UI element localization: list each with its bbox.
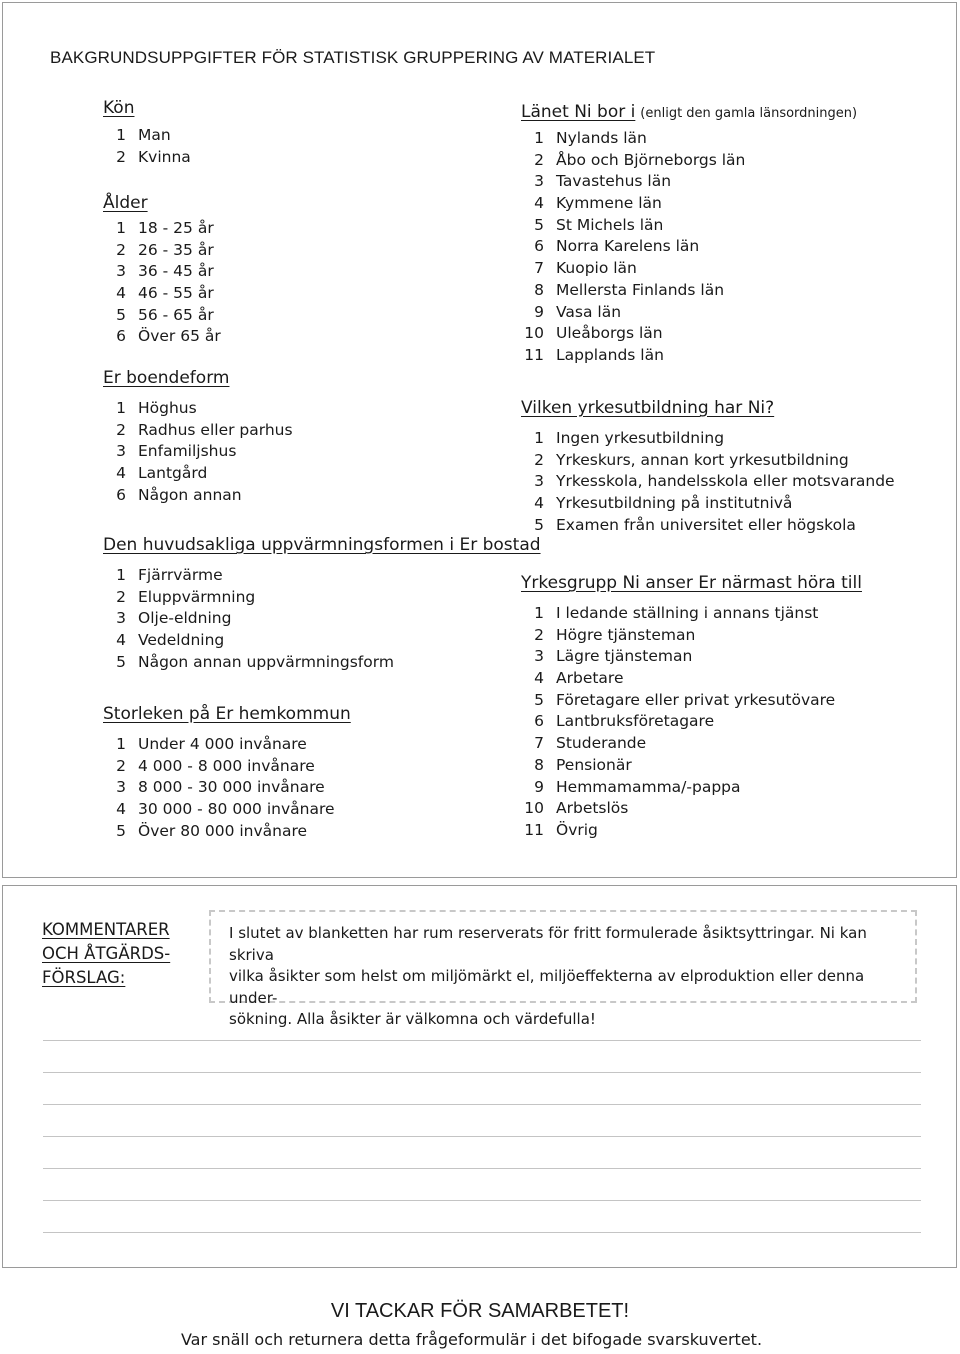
option-label: Över 80 000 invånare [138, 821, 308, 840]
option-item[interactable] [103, 283, 221, 305]
section-gender [103, 98, 191, 168]
option-label: Kuopio län [556, 259, 637, 278]
option-label: Lägre tjänsteman [556, 647, 693, 666]
option-number: 4 [116, 464, 126, 483]
section-heading-heating: Den huvudsakliga uppvärmningsformen i Er bostad [103, 535, 541, 555]
option-number: 4 [534, 669, 544, 688]
option-item[interactable] [521, 798, 862, 820]
option-number: 2 [116, 587, 126, 606]
option-number: 3 [534, 172, 544, 191]
comments-label-line: FÖRSLAG: [42, 968, 126, 987]
option-label: 26 - 35 år [138, 240, 214, 259]
option-label: Arbetslös [556, 799, 629, 818]
option-item[interactable] [521, 493, 895, 515]
option-label: Yrkesskola, handelsskola eller motsvarande [556, 472, 895, 491]
option-label: Arbetare [556, 669, 624, 688]
return-instruction: Var snäll och returnera detta frågeformulär i det bifogade svarskuvertet. [180, 1330, 763, 1349]
option-item[interactable] [521, 280, 857, 302]
option-item[interactable] [103, 218, 221, 240]
option-label: Studerande [556, 734, 647, 753]
option-item[interactable] [103, 261, 221, 283]
section-occupation [521, 573, 862, 842]
option-item[interactable] [521, 668, 862, 690]
option-label: Högre tjänsteman [556, 625, 696, 644]
option-item[interactable] [521, 755, 862, 777]
option-number: 1 [116, 566, 126, 584]
option-item[interactable] [521, 323, 857, 345]
comments-label-line: KOMMENTARER [42, 920, 170, 939]
option-label: 36 - 45 år [138, 262, 214, 281]
comments-text-line: sökning. Alla åsikter är välkomna och värdefulla! [229, 1010, 596, 1028]
section-heading-note: (enligt den gamla länsordningen) [640, 106, 858, 121]
option-item[interactable] [521, 345, 857, 367]
option-number: 5 [116, 305, 126, 324]
option-number: 1 [116, 735, 126, 753]
option-item[interactable] [521, 450, 895, 472]
option-number: 3 [116, 442, 126, 461]
option-number: 9 [534, 302, 544, 321]
option-label: Examen från universitet eller högskola [556, 515, 856, 534]
option-number: 6 [116, 327, 126, 346]
option-label: Lantgård [138, 464, 208, 483]
option-list [103, 565, 541, 673]
option-label: Olje-eldning [138, 609, 232, 628]
option-item[interactable] [103, 420, 293, 442]
option-number: 2 [534, 625, 544, 644]
option-number: 8 [534, 755, 544, 774]
section-vocational-training [521, 398, 895, 536]
option-label: 8 000 - 30 000 invånare [138, 778, 325, 797]
comments-text-line: I slutet av blanketten har rum reserverats för fritt formulerade åsiktsyttringar. Ni kan skriva [229, 924, 867, 964]
option-number: 3 [116, 778, 126, 797]
option-label: Nylands län [556, 129, 647, 147]
option-label: Pensionär [556, 755, 632, 774]
section-municipality [103, 704, 351, 842]
option-item[interactable] [521, 150, 857, 172]
option-label: Mellersta Finlands län [556, 280, 725, 299]
option-number: 9 [534, 777, 544, 796]
option-item[interactable] [103, 777, 351, 799]
option-label: Kvinna [138, 147, 191, 166]
option-item[interactable] [521, 471, 895, 493]
option-item[interactable] [521, 258, 857, 280]
option-label: Någon annan uppvärmningsform [138, 652, 394, 671]
option-item[interactable] [521, 711, 862, 733]
comment-write-line[interactable] [43, 1136, 921, 1137]
option-number: 3 [534, 647, 544, 666]
option-number: 4 [116, 800, 126, 819]
option-number: 10 [524, 324, 544, 343]
section-heating [103, 535, 541, 673]
option-label: Lantbruksföretagare [556, 712, 715, 731]
option-number: 7 [534, 259, 544, 278]
option-label: Eluppvärmning [138, 587, 256, 606]
option-item[interactable] [103, 630, 541, 652]
comments-text-line: vilka åsikter som helst om miljömärkt el, miljöeffekterna av elproduktion eller denna under- [229, 967, 865, 1007]
option-number: 3 [116, 609, 126, 628]
option-label: St Michels län [556, 215, 664, 234]
option-item[interactable] [103, 756, 351, 778]
option-number: 4 [116, 631, 126, 650]
option-label: 56 - 65 år [138, 305, 214, 324]
option-item[interactable] [521, 193, 857, 215]
option-number: 5 [534, 215, 544, 234]
section-heading-age: Ålder [103, 193, 148, 213]
comments-label-line: OCH ÅTGÄRDS- [42, 944, 171, 963]
option-label: 46 - 55 år [138, 284, 214, 303]
comment-write-line[interactable] [43, 1168, 921, 1169]
option-number: 1 [534, 129, 544, 147]
section-heading-occupation: Yrkesgrupp Ni anser Er närmast höra till [521, 573, 862, 593]
option-number: 3 [534, 472, 544, 491]
option-number: 6 [116, 485, 126, 504]
thanks-text: VI TACKAR FÖR SAMARBETET! [330, 1300, 630, 1322]
option-item[interactable] [521, 733, 862, 755]
option-label: Höghus [138, 399, 197, 417]
option-label: Vedeldning [138, 631, 225, 650]
option-list [103, 218, 221, 348]
section-heading-county: Länet Ni bor i [521, 102, 636, 122]
option-number: 7 [534, 734, 544, 753]
option-label: Övrig [556, 820, 598, 839]
option-item[interactable] [103, 305, 221, 327]
option-number: 2 [534, 450, 544, 469]
option-item[interactable] [103, 441, 293, 463]
option-item[interactable] [521, 603, 862, 625]
comment-write-line[interactable] [43, 1200, 921, 1201]
option-item[interactable] [521, 236, 857, 258]
comments-label [42, 918, 170, 990]
option-label: Enfamiljshus [138, 442, 237, 461]
option-label: Över 65 år [138, 327, 221, 346]
option-label: Åbo och Björneborgs län [556, 150, 746, 169]
option-number: 1 [534, 429, 544, 447]
option-number: 6 [534, 237, 544, 256]
option-number: 5 [116, 821, 126, 840]
option-label: 30 000 - 80 000 invånare [138, 800, 335, 819]
option-label: Företagare eller privat yrkesutövare [556, 690, 836, 709]
option-item[interactable] [521, 820, 862, 842]
option-item[interactable] [103, 734, 351, 756]
option-item[interactable] [521, 690, 862, 712]
page-title: BAKGRUNDSUPPGIFTER FÖR STATISTISK GRUPPERING AV MATERIALET [50, 48, 656, 67]
option-label: Vasa län [556, 302, 622, 321]
option-number: 4 [534, 194, 544, 213]
option-number: 1 [534, 604, 544, 622]
section-heading-housing: Er boendeform [103, 368, 230, 388]
option-number: 5 [534, 690, 544, 709]
option-item[interactable] [103, 587, 541, 609]
option-number: 5 [116, 652, 126, 671]
option-label: Tavastehus län [556, 172, 672, 191]
option-item[interactable] [521, 777, 862, 799]
option-number: 1 [116, 399, 126, 417]
option-number: 10 [524, 799, 544, 818]
option-number: 1 [116, 126, 126, 144]
option-label: I ledande ställning i annans tjänst [556, 604, 819, 622]
option-number: 2 [116, 420, 126, 439]
section-heading-vocational-training: Vilken yrkesutbildning har Ni? [521, 398, 775, 418]
option-number: 2 [116, 240, 126, 259]
option-list [103, 398, 293, 506]
option-item[interactable] [103, 485, 293, 507]
option-number: 4 [534, 494, 544, 513]
option-label: Fjärrvärme [138, 566, 223, 584]
section-heading-gender: Kön [103, 98, 135, 118]
option-label: Någon annan [138, 485, 242, 504]
option-label: Under 4 000 invånare [138, 735, 307, 753]
option-item[interactable] [103, 240, 221, 262]
option-item[interactable] [521, 625, 862, 647]
section-age [103, 193, 221, 348]
comment-write-line[interactable] [43, 1040, 921, 1041]
option-label: Hemmamamma/-pappa [556, 777, 741, 796]
option-label: Man [138, 126, 171, 144]
option-list [521, 428, 895, 536]
option-list [521, 128, 857, 367]
option-label: Norra Karelens län [556, 237, 700, 256]
option-label: Kymmene län [556, 194, 662, 213]
comment-write-line[interactable] [43, 1104, 921, 1105]
option-number: 11 [524, 820, 544, 839]
option-item[interactable] [521, 215, 857, 237]
section-county [521, 102, 857, 367]
option-item[interactable] [103, 821, 351, 843]
option-number: 6 [534, 712, 544, 731]
option-number: 4 [116, 284, 126, 303]
comment-write-line[interactable] [43, 1072, 921, 1073]
option-number: 8 [534, 280, 544, 299]
comments-instructions [229, 923, 899, 1031]
option-item[interactable] [103, 652, 541, 674]
option-item[interactable] [521, 171, 857, 193]
option-item[interactable] [103, 125, 191, 147]
option-item[interactable] [103, 463, 293, 485]
option-label: Ingen yrkesutbildning [556, 429, 725, 447]
option-number: 1 [116, 219, 126, 237]
option-item[interactable] [103, 565, 541, 587]
option-item[interactable] [521, 646, 862, 668]
option-item[interactable] [521, 302, 857, 324]
option-item[interactable] [521, 128, 857, 150]
option-label: 18 - 25 år [138, 219, 214, 237]
option-item[interactable] [103, 608, 541, 630]
section-heading-municipality: Storleken på Er hemkommun [103, 704, 351, 724]
option-item[interactable] [521, 428, 895, 450]
option-number: 5 [534, 515, 544, 534]
option-number: 3 [116, 262, 126, 281]
option-item[interactable] [103, 326, 221, 348]
option-item[interactable] [521, 515, 895, 537]
option-number: 2 [534, 150, 544, 169]
option-item[interactable] [103, 398, 293, 420]
option-item[interactable] [103, 799, 351, 821]
option-list [521, 603, 862, 842]
option-label: Radhus eller parhus [138, 420, 293, 439]
option-label: Lapplands län [556, 345, 664, 364]
option-number: 11 [524, 345, 544, 364]
option-label: 4 000 - 8 000 invånare [138, 756, 315, 775]
section-housing [103, 368, 293, 506]
comment-write-line[interactable] [43, 1232, 921, 1233]
option-list [103, 125, 191, 168]
option-label: Yrkeskurs, annan kort yrkesutbildning [556, 450, 849, 469]
option-number: 2 [116, 147, 126, 166]
option-item[interactable] [103, 147, 191, 169]
option-label: Yrkesutbildning på institutnivå [556, 494, 793, 513]
option-number: 2 [116, 756, 126, 775]
option-list [103, 734, 351, 842]
option-label: Uleåborgs län [556, 324, 663, 343]
